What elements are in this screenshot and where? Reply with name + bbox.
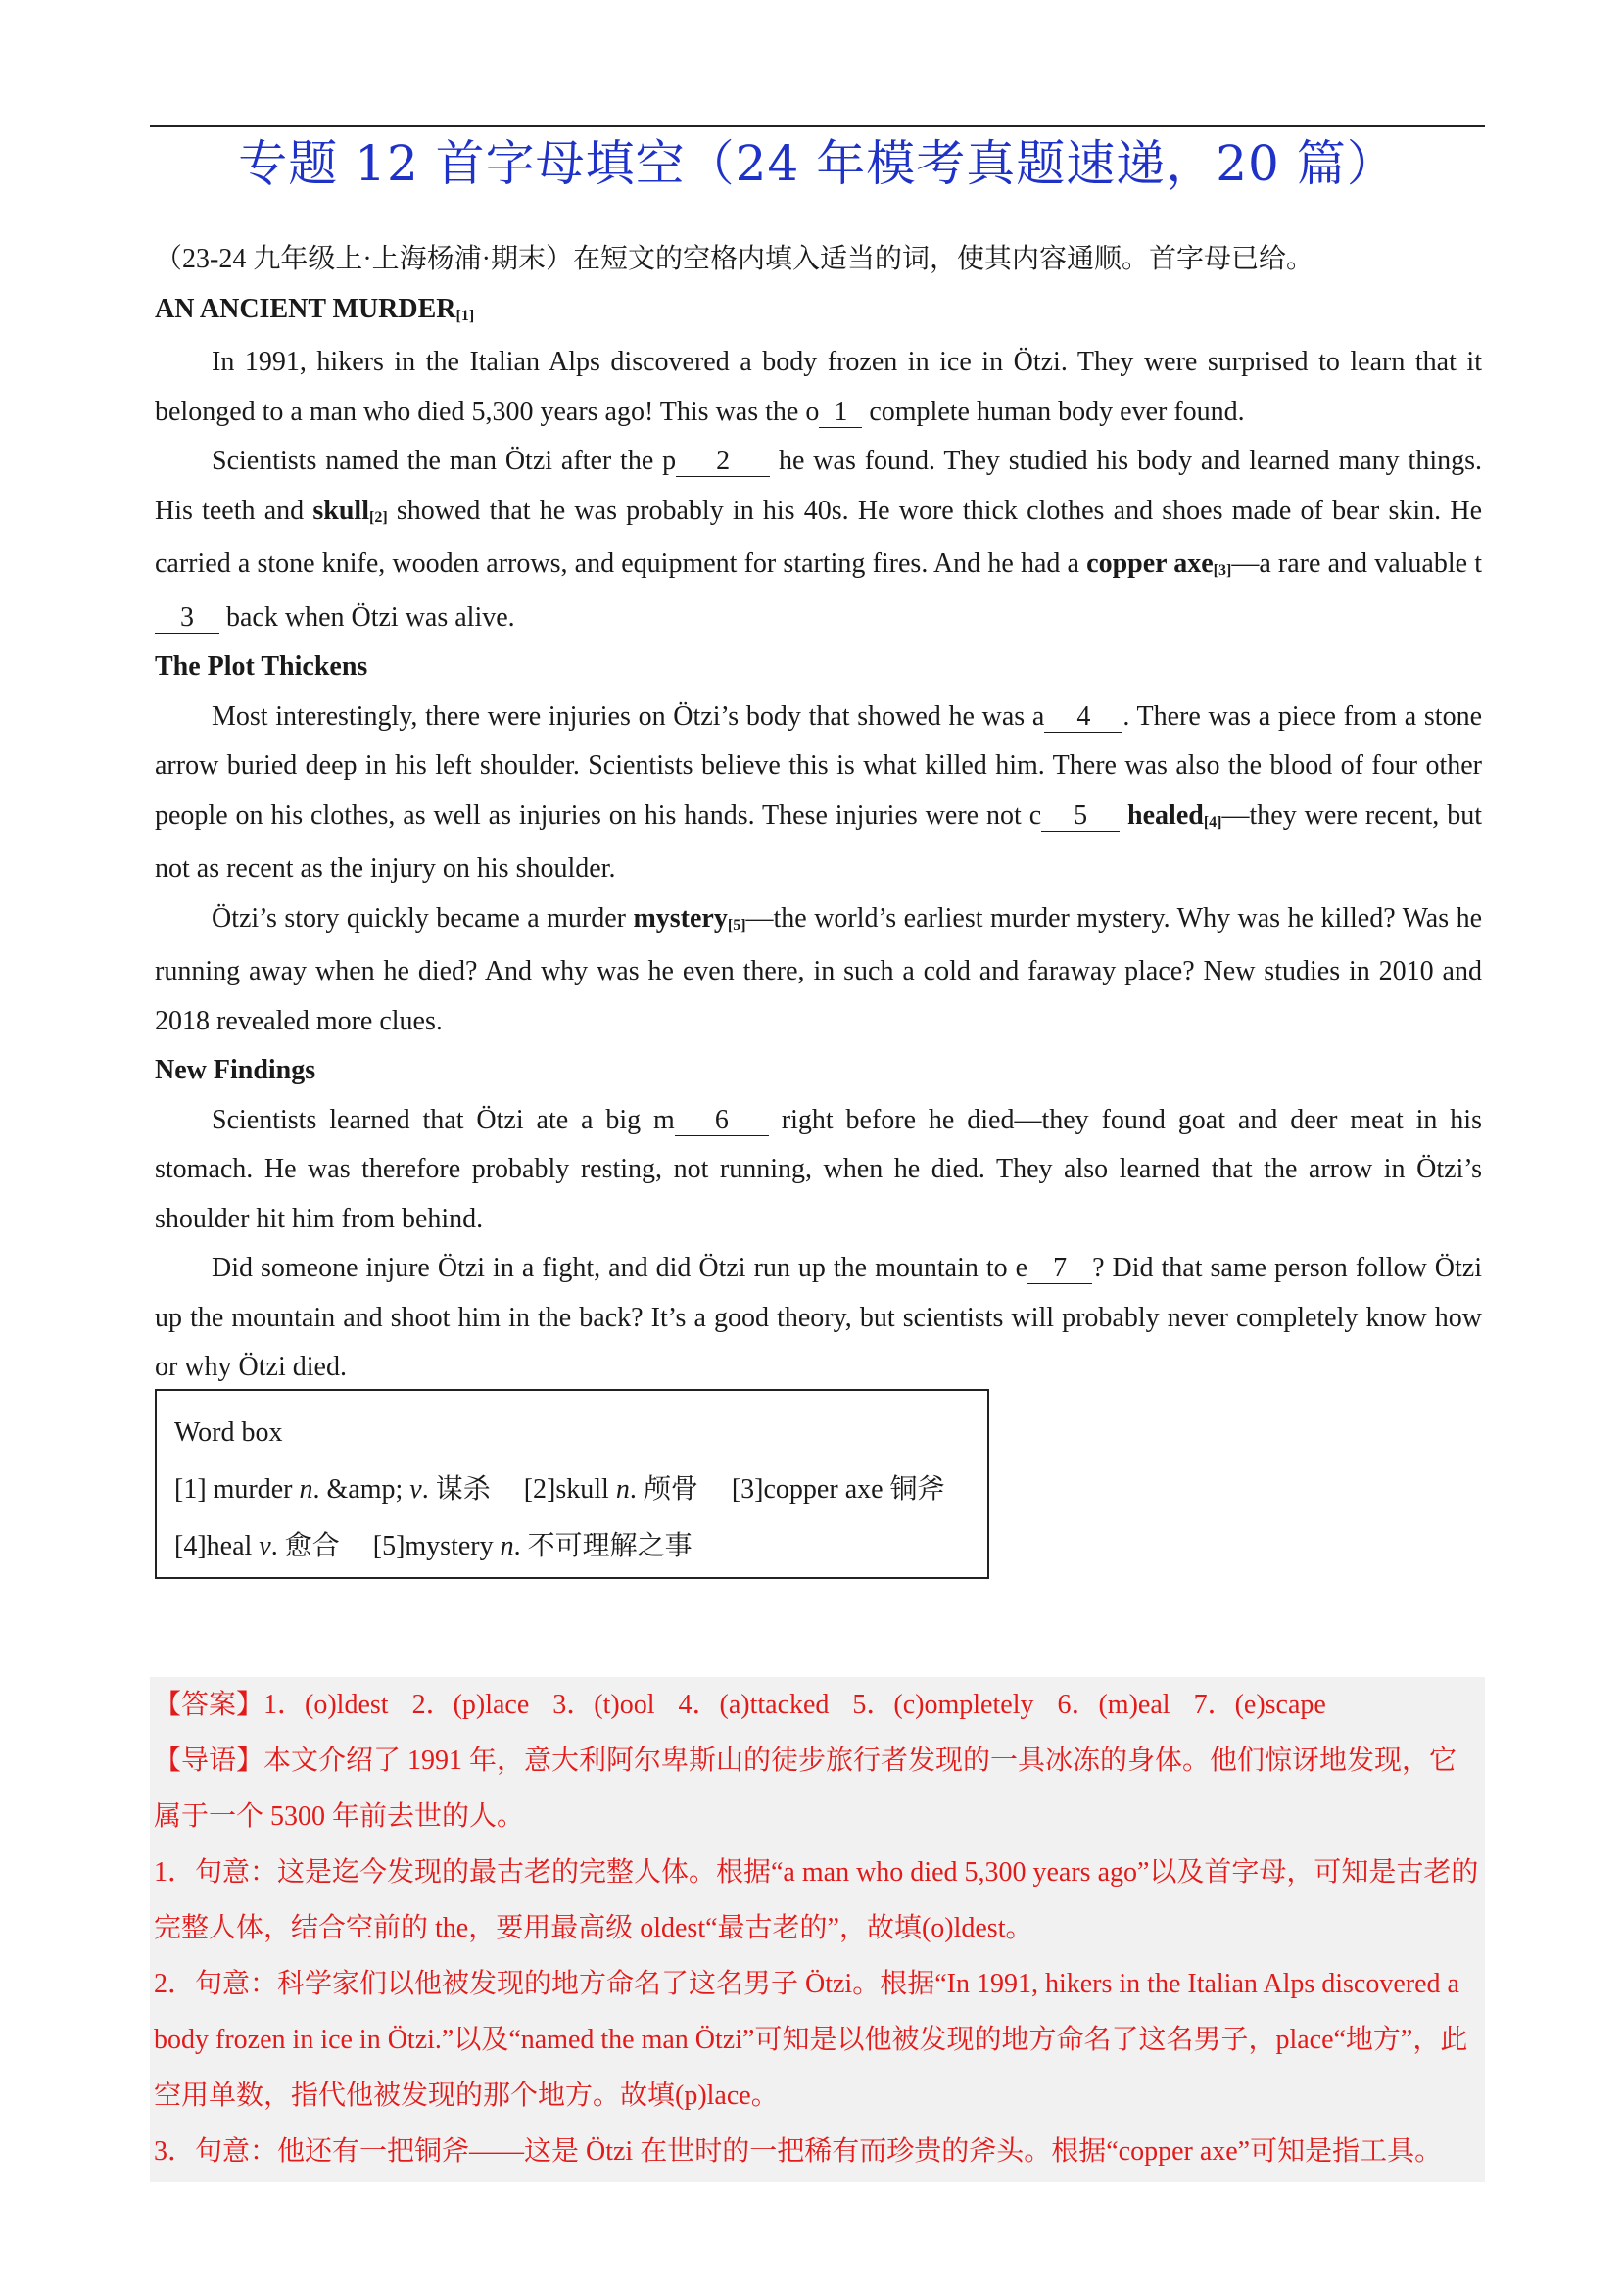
document-body [155, 235, 1482, 1393]
article-title-text: AN ANCIENT MURDER [155, 293, 456, 324]
word-box-item-5: [5]mystery n. 不可理解之事 [372, 1531, 693, 1561]
answer-line [154, 1677, 1481, 1733]
p1-text-b: complete human body ever found. [862, 396, 1245, 427]
paragraph-6 [155, 1244, 1482, 1393]
explanation-2: 2．句意：科学家们以他被发现的地方命名了这名男子 Ötzi。根据“In 1991, hikers in the Italian Alps discovered a body frozen in ice in Ötzi.”以及“named the man Ötzi”可知是以他被发现的地方命名了这名男子，place“地方”，此空用单数，指代他被发现的那个地方。故填(p)lace。 [154, 1969, 1468, 2111]
p1-text-a: In 1991, hikers in the Italian Alps discovered a body frozen in ice in Ötzi. They were surprised to learn that it belonged to a man who died 5,300 years ago! This was the o [155, 347, 1482, 427]
answer-item-1: 1．(o)ldest [263, 1690, 389, 1720]
footnote-3: [3] [1213, 562, 1232, 579]
p6-text-a: Did someone injure Ötzi in a fight, and did Ötzi run up the mountain to e [212, 1253, 1028, 1283]
word-box-row-1 [174, 1461, 970, 1518]
blank-7[interactable]: 7 [1027, 1254, 1092, 1284]
blank-3[interactable]: 3 [155, 603, 219, 634]
heading-new-findings: New Findings [155, 1055, 316, 1085]
blank-2[interactable]: 2 [676, 447, 770, 477]
word-box-item-4: [4]heal v. 愈合 [174, 1531, 340, 1561]
intro-instruction: （23-24 九年级上·上海杨浦·期末）在短文的空格内填入适当的词，使其内容通顺。首字母已给。 [155, 244, 1314, 274]
vocab-skull: skull [312, 495, 369, 526]
p4-text-a: Ötzi’s story quickly became a murder [212, 902, 634, 933]
answer-item-4: 4．(a)ttacked [678, 1690, 830, 1720]
vocab-healed: healed [1127, 799, 1204, 831]
word-box-item-2: [2]skull n. 颅骨 [523, 1474, 698, 1505]
answer-item-5: 5．(c)ompletely [852, 1690, 1034, 1720]
p2-text-b: he was found. They studied his body and learned many things. His teeth and [155, 446, 1482, 526]
guide-label: 【导语】 [154, 1746, 264, 1776]
answer-label: 【答案】 [154, 1690, 264, 1720]
blank-6[interactable]: 6 [675, 1106, 769, 1136]
answer-section [150, 1677, 1485, 2182]
guide-paragraph [154, 1733, 1481, 1844]
p3-text-a: Most interestingly, there were injuries on Ötzi’s body that showed he was a [212, 700, 1045, 732]
paragraph-1 [155, 338, 1482, 437]
guide-text: 本文介绍了 1991 年，意大利阿尔卑斯山的徒步旅行者发现的一具冰冻的身体。他们惊讶地发现，它属于一个 5300 年前去世的人。 [154, 1746, 1457, 1832]
explanation-1: 1．句意：这是迄今发现的最古老的完整人体。根据“a man who died 5,300 years ago”以及首字母，可知是古老的完整人体，结合空前的 the，要用最高级 oldest“最古老的”，故填(o)ldest。 [154, 1857, 1479, 1943]
p2-text-c: showed that he was probably in his 40s. He wore thick clothes and shoes made of bear skin. He carried a stone knife, wooden arrows, and equipment for starting fires. And he had a [155, 495, 1482, 579]
p2-text-a: Scientists named the man Ötzi after the p [212, 446, 677, 476]
word-box-item-3: [3]copper axe 铜斧 [731, 1474, 945, 1505]
word-box [155, 1389, 989, 1579]
vocab-mystery: mystery [633, 902, 728, 933]
word-box-title: Word box [174, 1417, 283, 1448]
word-box-row-2 [174, 1518, 970, 1575]
footnote-2: [2] [368, 508, 388, 526]
answer-item-2: 2．(p)lace [411, 1690, 530, 1720]
heading-plot-thickens: The Plot Thickens [155, 651, 368, 682]
footnote-5: [5] [727, 916, 746, 933]
blank-5[interactable]: 5 [1041, 801, 1120, 832]
p5-text-a: Scientists learned that Ötzi ate a big m [212, 1104, 675, 1135]
p3-text-c [1120, 800, 1127, 831]
answer-item-3: 3．(t)ool [552, 1690, 655, 1720]
paragraph-2 [155, 437, 1482, 643]
top-rule [150, 125, 1485, 127]
blank-1[interactable]: 1 [819, 398, 862, 428]
article-title [155, 285, 1482, 339]
answer-item-6: 6．(m)eal [1057, 1690, 1170, 1720]
p3-text-b: . There was a piece from a stone arrow buried deep in his left shoulder. Scientists believe this is what killed him. There was also the blood of four other people on his clothes, as well as injuries on his hands. These injuries were not c [155, 700, 1482, 831]
p2-text-e: back when Ötzi was alive. [219, 601, 515, 633]
paragraph-5 [155, 1096, 1482, 1245]
blank-4[interactable]: 4 [1044, 702, 1122, 733]
p6-text-b: ? Did that same person follow Ötzi up the mountain and shoot him in the back? It’s a good theory, but scientists will probably never completely know how or why Ötzi died. [155, 1253, 1483, 1382]
vocab-copper-axe: copper axe [1086, 549, 1214, 579]
paragraph-3 [155, 693, 1482, 894]
p2-text-d: —a rare and valuable t [1231, 549, 1482, 579]
footnote-4: [4] [1203, 813, 1222, 831]
explanation-3: 3．句意：他还有一把铜斧——这是 Ötzi 在世时的一把稀有而珍贵的斧头。根据“copper axe”可知是指工具。 [154, 2136, 1443, 2167]
page-title: 专题 12 首字母填空（24 年模考真题速递，20 篇） [238, 135, 1397, 192]
p3-text-d: —they were recent, but not as recent as the injury on his shoulder. [155, 799, 1483, 884]
answer-item-7: 7．(e)scape [1193, 1690, 1326, 1720]
p4-text-b: —the world’s earliest murder mystery. Why was he killed? Was he running away when he died? And why was he even there, in such a cold and faraway place? New studies in 2010 and 2018 revealed more clues. [155, 902, 1482, 1036]
word-box-item-1: [1] murder n. &amp; v. 谋杀 [174, 1474, 491, 1505]
paragraph-4 [155, 894, 1482, 1047]
footnote-1: [1] [455, 307, 475, 324]
p5-text-b: right before he died—they found goat and deer meat in his stomach. He was therefore probably resting, not running, when he died. They also learned that the arrow in Ötzi’s shoulder hit him from behind. [155, 1104, 1482, 1234]
